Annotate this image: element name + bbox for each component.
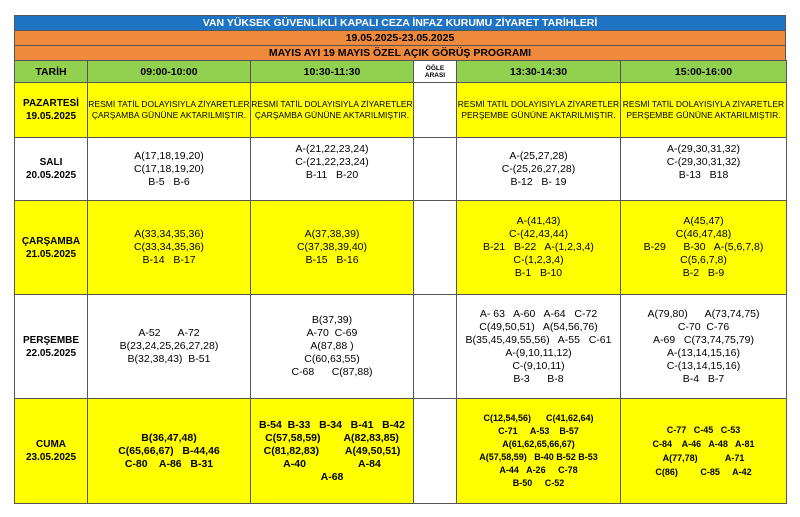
slot-line: [251, 182, 413, 195]
slot-cell: [621, 83, 787, 138]
slot-line: B-12 B- 19: [510, 175, 567, 188]
day-name: PAZARTESİ: [23, 98, 79, 109]
col-header-slot1: 09:00-10:00: [88, 61, 251, 83]
col-header-date: TARİH: [15, 61, 88, 83]
slot-line: B(36,47,48): [141, 431, 197, 444]
slot-line: A-69 C(73,74,75,79): [653, 333, 754, 346]
day-date: 22.05.2025: [25, 347, 77, 359]
slot-line: C-(13,14,15,16): [666, 359, 741, 372]
noon-label-line: ARASI: [424, 71, 446, 79]
slot-line: A(57,58,59) B-40 B-52 B-53: [479, 452, 598, 462]
slot-line: A(87,88 ): [310, 340, 354, 352]
slot-line: C(46,47,48): [675, 228, 732, 240]
slot-cell: [457, 295, 621, 399]
slot-cell: [457, 83, 621, 138]
slot-cell: [251, 83, 414, 138]
slot-line: RESMİ TATİL DOLAYISIYLA ZİYARETLER: [622, 99, 785, 109]
noon-break-cell: [414, 295, 457, 399]
slot-line: PERŞEMBE GÜNÜNE AKTARILMIŞTIR.: [461, 110, 616, 120]
day-name: PERŞEMBE: [22, 334, 80, 346]
slot-cell: [88, 399, 251, 504]
slot-line: C-77 C-45 C-53: [666, 425, 741, 435]
slot-line: C(17,18,19,20): [133, 162, 205, 175]
slot-line: A-(13,14,15,16): [667, 346, 740, 359]
slot-line: C(86) C-85 A-42: [655, 467, 752, 477]
noon-label-line: ÖĞLE: [425, 64, 445, 72]
slot-line: B-21 B-22 A-(1,2,3,4): [483, 241, 594, 253]
slot-line: C(81,82,83) A(49,50,51): [263, 444, 401, 457]
slot-line: A(77,78) A-71: [662, 453, 745, 463]
col-header-slot2: 10:30-11:30: [251, 61, 414, 83]
slot-line: C-(1,2,3,4): [513, 254, 564, 266]
schedule-sheet: [14, 15, 786, 504]
slot-line: RESMİ TATİL DOLAYISIYLA ZİYARETLER: [88, 99, 250, 109]
noon-break-cell: [414, 83, 457, 138]
slot-line: A(37,38,39): [304, 228, 360, 240]
day-date: 21.05.2025: [25, 248, 77, 260]
slot-line: C(60,63,55): [304, 353, 360, 365]
slot-cell: [621, 295, 787, 399]
slot-line: B-1 B-10: [514, 267, 563, 279]
table-row: [15, 201, 787, 295]
slot-line: RESMİ TATİL DOLAYISIYLA ZİYARETLER: [251, 99, 413, 109]
slot-line: B(23,24,25,26,27,28): [119, 340, 219, 352]
slot-line: ÇARŞAMBA GÜNÜNE AKTARILMIŞTIR.: [254, 110, 410, 120]
slot-line: B-50 C-52: [512, 478, 565, 488]
slot-cell: [88, 138, 251, 201]
document-title: VAN YÜKSEK GÜVENLİKLİ KAPALI CEZA İNFAZ KURUMU ZİYARET TARİHLERİ: [14, 15, 786, 30]
slot-line: A-(41,43): [516, 215, 561, 227]
slot-line: B-2 B-9: [682, 267, 725, 279]
slot-cell: [621, 399, 787, 504]
day-date: 19.05.2025: [25, 111, 77, 122]
slot-cell: [251, 138, 414, 201]
slot-line: C-(25,26,27,28): [501, 162, 576, 175]
slot-line: C-(29,30,31,32): [666, 156, 741, 168]
slot-line: B(37,39): [311, 314, 353, 326]
slot-line: C-70 C-76: [677, 320, 730, 333]
slot-cell: [457, 399, 621, 504]
slot-line: B-14 B-17: [142, 254, 196, 266]
slot-line: A(79,80) A(73,74,75): [647, 307, 760, 320]
slot-line: A-(29,30,31,32): [667, 143, 740, 155]
slot-line: C-80 A-86 B-31: [124, 457, 214, 470]
day-cell: [15, 399, 88, 504]
slot-line: A-52 A-72: [138, 327, 200, 339]
slot-line: A-44 A-26 C-78: [499, 465, 578, 475]
slot-line: ÇARŞAMBA GÜNÜNE AKTARILMIŞTIR.: [91, 110, 247, 120]
slot-line: C-71 A-53 B-57: [498, 426, 579, 436]
slot-line: A(61,62,65,66,67): [502, 439, 575, 449]
slot-line: B(32,38,43) B-51: [127, 353, 211, 365]
slot-line: A(45,47): [683, 215, 724, 227]
col-header-slot3: 13:30-14:30: [457, 61, 621, 83]
slot-line: B-54 B-33 B-34 B-41 B-42: [259, 418, 405, 431]
slot-cell: [251, 295, 414, 399]
slot-cell: [457, 201, 621, 295]
slot-line: PERŞEMBE GÜNÜNE AKTARILMIŞTIR.: [626, 110, 781, 120]
slot-line: B-11 B-20: [305, 169, 359, 181]
slot-line: B(35,45,49,55,56) A-55 C-61: [465, 333, 612, 346]
slot-cell: [457, 138, 621, 201]
col-header-slot4: 15:00-16:00: [621, 61, 787, 83]
day-cell: [15, 83, 88, 138]
slot-line: C-68 C(87,88): [291, 366, 373, 378]
slot-line: A-(21,22,23,24): [295, 143, 369, 155]
slot-line: A-68: [320, 470, 344, 483]
slot-line: A(17,18,19,20): [134, 149, 204, 162]
slot-cell: [621, 201, 787, 295]
slot-line: C-84 A-46 A-48 A-81: [652, 439, 755, 449]
slot-line: B-5 B-6: [148, 175, 190, 188]
header-row: [15, 61, 787, 83]
day-date: 23.05.2025: [25, 452, 77, 463]
day-date: 20.05.2025: [25, 170, 77, 181]
noon-break-cell: [414, 201, 457, 295]
slot-line: C(12,54,56) C(41,62,64): [483, 413, 594, 423]
table-row: [15, 295, 787, 399]
slot-line: C(5,6,7,8): [680, 254, 727, 266]
slot-line: C(37,38,39,40): [296, 241, 368, 253]
noon-break-cell: [414, 138, 457, 201]
day-cell: [15, 138, 88, 201]
slot-line: B-4 B-7: [682, 372, 725, 385]
table-row: [15, 83, 787, 138]
day-name: SALI: [39, 157, 63, 168]
slot-line: C-(9,10,11): [512, 359, 565, 372]
slot-line: A-70 C-69: [306, 327, 358, 339]
slot-line: A-40 A-84: [283, 457, 381, 470]
slot-line: B-13 B18: [678, 169, 729, 181]
slot-line: A(33,34,35,36): [134, 228, 204, 240]
slot-line: A- 63 A-60 A-64 C-72: [479, 307, 598, 320]
slot-line: C(65,66,67) B-44,46: [118, 444, 220, 457]
day-cell: [15, 295, 88, 399]
noon-break-cell: [414, 399, 457, 504]
slot-line: C-(21,22,23,24): [295, 156, 369, 168]
slot-line: [621, 182, 786, 195]
slot-line: C(49,50,51) A(54,56,76): [479, 320, 598, 333]
table-row: [15, 399, 787, 504]
slot-cell: [251, 201, 414, 295]
slot-cell: [88, 295, 251, 399]
day-cell: [15, 201, 88, 295]
slot-line: C(33,34,35,36): [133, 241, 205, 253]
slot-line: A-(9,10,11,12): [505, 346, 572, 359]
slot-line: C-(42,43,44): [509, 228, 568, 240]
slot-cell: [621, 138, 787, 201]
day-name: CUMA: [36, 439, 66, 450]
program-title: MAYIS AYI 19 MAYIS ÖZEL AÇIK GÖRÜŞ PROGRAMI: [14, 45, 786, 60]
slot-cell: [251, 399, 414, 504]
slot-cell: [88, 83, 251, 138]
visit-schedule-table: [14, 60, 787, 504]
date-range: 19.05.2025-23.05.2025: [14, 30, 786, 45]
slot-line: B-3 B-8: [513, 372, 564, 385]
slot-line: RESMİ TATİL DOLAYISIYLA ZİYARETLER: [457, 99, 620, 109]
table-row: [15, 138, 787, 201]
col-header-noon-break: [414, 61, 457, 83]
day-name: ÇARŞAMBA: [21, 235, 81, 247]
slot-line: B-15 B-16: [305, 254, 359, 266]
slot-line: A-(25,27,28): [509, 149, 568, 162]
slot-line: B-29 B-30 A-(5,6,7,8): [643, 241, 764, 253]
slot-cell: [88, 201, 251, 295]
slot-line: C(57,58,59) A(82,83,85): [265, 431, 399, 444]
